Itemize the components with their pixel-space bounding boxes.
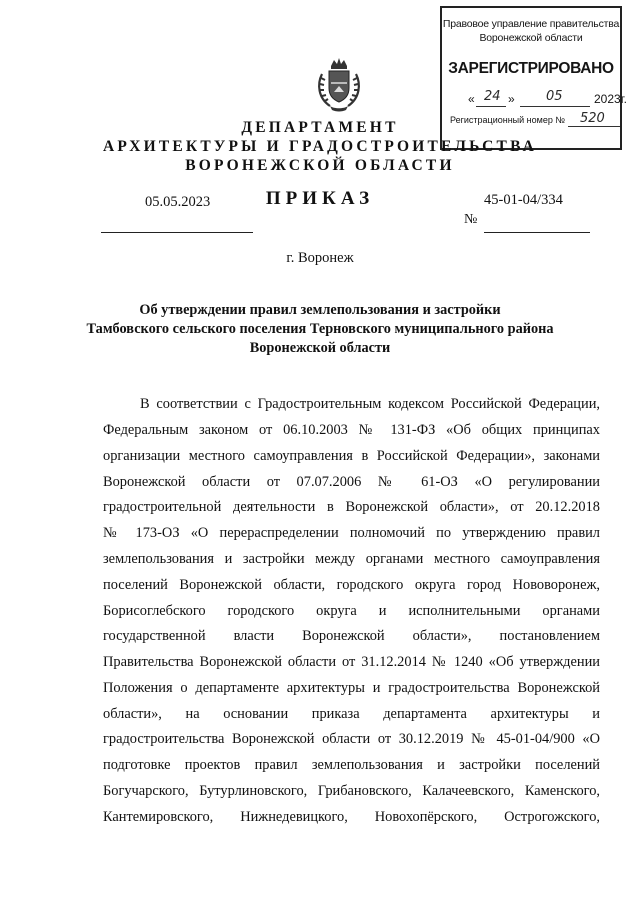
stamp-date-day: 24 [484,89,501,104]
stamp-status: ЗАРЕГИСТРИРОВАНО [448,60,614,77]
body-line: градостроительной деятельности в Воронежской области», от 20.12.2018 [103,499,600,515]
body-line: Воронежской области от 07.07.2006 № 61-ОЗ «О регулировании [103,474,600,490]
stamp-date-month: 05 [546,89,563,104]
body-line: подготовке проектов правил землепользования и застройки поселений [103,757,600,773]
stamp-reg-label: Регистрационный номер № [450,115,566,125]
dept-title-line3: ВОРОНЕЖСКОЙ ОБЛАСТИ [185,157,455,174]
stamp-date-year: 2023г. [594,92,627,106]
body-line: землепользования и застройки между органами местного самоуправления [103,551,600,567]
subject-line1: Об утверждении правил землепользования и застройки [139,302,501,318]
body-line: поселений Воронежской области, городского округа город Нововоронеж, [103,577,600,593]
body-line: Правительства Воронежской области от 31.12.2014 № 1240 «Об утверждении [103,654,600,670]
body-line: В соответствии с Градостроительным кодексом Российской Федерации, [140,396,600,412]
body-line: государственной власти Воронежской области», постановлением [103,628,600,644]
body-line: области», на основании приказа департамента архитектуры и [103,706,600,722]
dept-title-line2: АРХИТЕКТУРЫ И ГРАДОСТРОИТЕЛЬСТВА [102,138,538,155]
stamp-org-line2: Воронежской области [479,32,583,44]
stamp-reg-number: 520 [580,111,605,126]
subject-line2: Тамбовского сельского поселения Терновского муниципального района [86,321,554,337]
body-line: организации местного самоуправления в Российской Федерации», законами [103,448,600,464]
order-number: 45-01-04/334 [484,192,563,208]
body-line: Богучарского, Бутурлиновского, Грибановского, Калачеевского, Каменского, [103,783,600,799]
number-underline [484,232,590,233]
body-line: градостроительства Воронежской области от 30.12.2019 № 45-01-04/900 «О [103,731,600,747]
subject-line3: Воронежской области [249,340,391,356]
stamp-org-line1: Правовое управление правительства [442,18,620,30]
number-sign: № [464,212,478,227]
body-line: № 173-ОЗ «О перераспределении полномочий по утверждению правил [103,525,600,541]
body-line: Борисоглебского городского округа и исполнительными органами [103,603,600,619]
body-line: Федеральным законом от 06.10.2003 № 131-ФЗ «Об общих принципах [103,422,600,438]
order-title: ПРИКАЗ [265,188,375,209]
dept-title-line1: ДЕПАРТАМЕНТ [241,119,399,136]
coat-of-arms-icon [316,56,362,112]
city: г. Воронеж [286,250,354,266]
date-underline [101,232,253,233]
body-line: Положения о департаменте архитектуры и градостроительства Воронежской [103,680,600,696]
registration-stamp: Правовое управление правительства Воронежской области ЗАРЕГИСТРИРОВАНО « 24 » 05 2023г. Регистрационный номер № 520 [440,6,622,150]
body-line: Кантемировского, Нижнедевицкого, Новохопёрского, Острогожского, [103,809,600,825]
order-date: 05.05.2023 [145,194,211,210]
